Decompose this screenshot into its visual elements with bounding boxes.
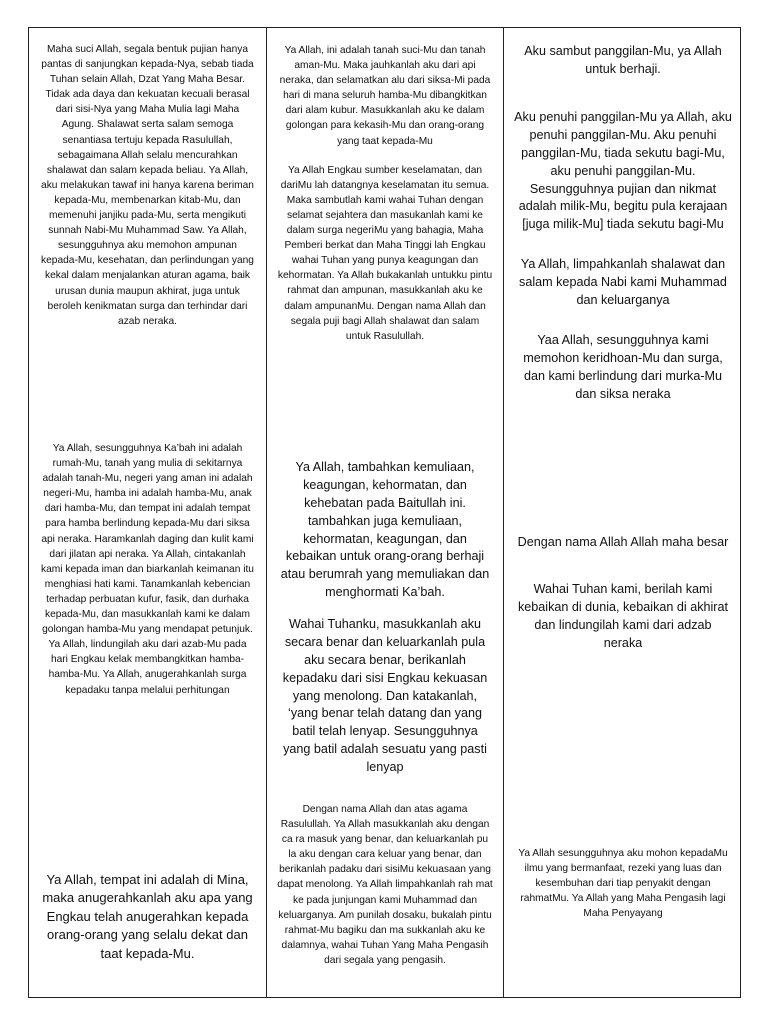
shalawat-text [504, 256, 742, 310]
prayer-paragraph: Ya Allah sesungguhnya aku mohon kepadaMu ilmu yang bermanfaat, rezeki yang luas dan kesembuhan dari tiap penyakit dengan rahmatMu. Ya Allah yang Maha Pengasih lagi Maha Penyayang [518, 848, 728, 920]
prayer-ridho-text [504, 332, 742, 404]
prayer-paragraph: Ya Allah, limpahkanlah shalawat dan salam kepada Nabi kami Muhammad dan keluarganya [519, 257, 727, 307]
column-right [504, 28, 742, 997]
prayer-paragraph: Ya Allah, tempat ini adalah di Mina, maka anugerahkanlah aku apa yang Engkau telah anugerahkan kepada orang-orang yang selalu dekat dan taat kepada-Mu. [42, 872, 253, 961]
column-middle [267, 28, 504, 997]
prayer-masuk-masjid-text [267, 802, 503, 968]
column-left [29, 28, 267, 997]
prayer-mina-text [29, 871, 266, 963]
prayer-table [28, 27, 741, 998]
prayer-paragraph: Dengan nama Allah dan atas agama Rasulullah. Ya Allah masukkanlah aku dengan ca ra masuk yang benar, dan keluarkanlah pu la aku dengan cara keluar yang benar, dan berikanlah padaku dari sisiMu kekuasaan yang dapat menolong. Ya Allah limpahkanlah rah mat ke pada junjungan kami Muhammad dan keluarganya. Am punilah dosaku, bukalah pintu rahmat-Mu bagiku dan ma sukkanlah aku ke dalamnya, wahai Tuhan Yang Maha Pengasih dari segala yang pengasih. [277, 804, 493, 966]
prayer-tanah-suci-text [267, 43, 503, 344]
prayer-kabah-text [29, 441, 266, 698]
prayer-paragraph: Yaa Allah, sesungguhnya kami memohon keridhoan-Mu dan surga, dan kami berlindung dari murka-Mu dan siksa neraka [523, 333, 723, 401]
prayer-paragraph: Ya Allah, tambahkan kemuliaan, keagungan, kehormatan, dan kehebatan pada Baitullah ini. tambahkan juga kemuliaan, kehormatan, keagungan, dan kebaikan untuk orang-orang berhaji atau berumrah yang memuliakan dan menghormati Ka’bah. [280, 460, 490, 600]
prayer-paragraph: Ya Allah, sesungguhnya Ka’bah ini adalah rumah-Mu, tanah yang mulia di sekitarnya adalah tanah-Mu, negeri yang aman ini adalah negeri-Mu, hamba ini adalah hamba-Mu, anak dari hamba-Mu, dan tempat ini adalah tempat para hamba berlindung kepada-Mu dari siksa api neraka. Haramkanlah daging dan kulit kami dari jilatan api neraka. Ya Allah, cintakanlah kami kepada iman dan biarkanlah keimanan itu menghiasi hati kami. Tanamkanlah kebencian terhadap perbuatan kufur, fasik, dan durhaka kepada-Mu, dan masukkanlah kami ke dalam golongan hamba-Mu yang mendapat petunjuk. Ya Allah, lindungilah aku dari azab-Mu pada hari Engkau kelak membangkitkan hamba-hamba-Mu. Ya Allah, anugerahkanlah surga kepadaku tanpa melalui perhitungan [41, 443, 254, 696]
prayer-paragraph: Ya Allah, ini adalah tanah suci-Mu dan tanah aman-Mu. Maka jauhkanlah aku dari api neraka, dan selamatkan alu dari siksa-Mi pada hari di mana seluruh hamba-Mu dibangkitkan dari alam kubur. Masukkanlah aku ke dalam golongan para kekasih-Mu dan orang-orang yang taat kepada-Mu [279, 45, 491, 147]
prayer-paragraph: Maha suci Allah, segala bentuk pujian hanya pantas di sanjungkan kepada-Nya, sebab tiada Tuhan selain Allah, Dzat Yang Maha Besar. Tidak ada daya dan kekuatan kecuali berasal dari sisi-Nya yang Maha Mulia lagi Maha Agung. Shalawat serta salam semoga senantiasa tertuju kepada Rasulullah, sebagaimana Allah selalu mencurahkan shalawat dan salam kepada beliau. Ya Allah, aku melakukan tawaf ini hanya karena beriman kepada-Mu, membenarkan kitab-Mu, dan memenuhi janjiku pada-Mu, serta mengikuti sunnah Nabi-Mu Muhammad Saw. Ya Allah, sesungguhnya aku memohon ampunan kepada-Mu, kesehatan, dan perlindungan yang kekal dalam menjalankan aturan agama, baik urusan dunia maupun akhirat, juga untuk beroleh kenikmatan surga dan terhindar dari azab neraka. [41, 44, 254, 327]
prayer-paragraph: Wahai Tuhan kami, berilah kami kebaikan di dunia, kebaikan di akhirat dan lindungilah kami dari adzab neraka [517, 582, 729, 650]
prayer-paragraph: Wahai Tuhanku, masukkanlah aku secara benar dan keluarkanlah pula aku secara benar, berikanlah kepadaku dari sisi Engkau kekuasan yang menolong. Dan katakanlah, ‘yang benar telah datang dan yang batil telah lenyap. Sesungguhnya yang batil adalah sesuatu yang pasti lenyap [282, 617, 488, 774]
prayer-paragraph: Aku penuhi panggilan-Mu ya Allah, aku penuhi panggilan-Mu. Aku penuhi panggilan-Mu, tiada sekutu bagi-Mu, aku penuhi panggilan-Mu. Sesungguhnya pujian dan nikmat adalah milik-Mu, begitu pula kerajaan [juga milik-Mu] tiada sekutu bagi-Mu [514, 110, 732, 232]
prayer-paragraph: Dengan nama Allah Allah maha besar [517, 535, 729, 549]
talbiyah-text [504, 109, 742, 234]
prayer-paragraph: Aku sambut panggilan-Mu, ya Allah untuk berhaji. [524, 44, 722, 76]
takbir-text [504, 534, 742, 552]
talbiyah-intro-text [504, 43, 742, 79]
prayer-dunia-akhirat-text [504, 581, 742, 653]
prayer-tawaf-text [29, 42, 266, 329]
prayer-baitullah-text [267, 459, 503, 777]
prayer-paragraph: Ya Allah Engkau sumber keselamatan, dan dariMu lah datangnya keselamatan itu semua. Maka sambutlah kami wahai Tuhan dengan selamat sejahtera dan masukanlah kami ke dalam surga negeriMu yang bahagia, Maha Pemberi berkat dan Maha Tinggi lah Engkau wahai Tuhan yang punya keagungan dan kehormatan. Ya Allah bukakanlah untukku pintu rahmat dan ampunan, masukkanlah aku ke dalam ampunanMu. Dengan nama Allah dan segala puji bagi Allah shalawat dan salam untuk Rasulullah. [277, 164, 493, 342]
prayer-ilmu-text [504, 846, 742, 921]
